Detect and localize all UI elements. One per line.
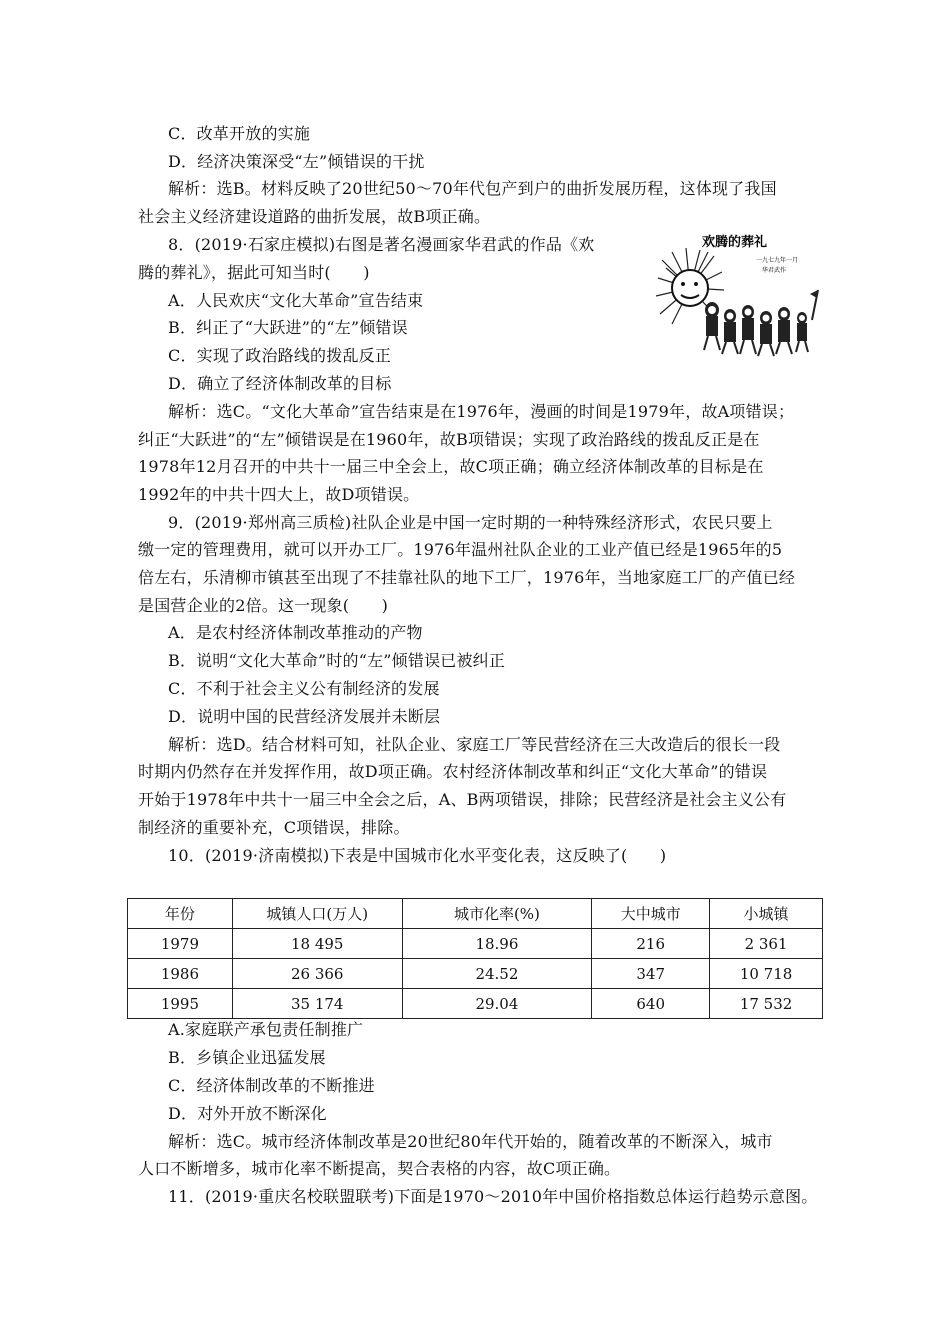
table-header-cell: 年份	[128, 899, 233, 929]
answer-9-line3: 开始于1978年中共十一届三中全会之后，A、B两项错误，排除；民营经济是社会主义公有	[138, 790, 787, 809]
option-8d: D．确立了经济体制改革的目标	[168, 374, 392, 393]
table-cell: 216	[592, 929, 710, 959]
table-cell: 35 174	[232, 989, 402, 1019]
question-11: 11．(2019·重庆名校联盟联考)下面是1970～2010年中国价格指数总体运行趋势示意图。	[168, 1187, 818, 1206]
table-cell: 10 718	[710, 959, 823, 989]
cartoon-illustration	[652, 230, 822, 360]
option-7c: C．改革开放的实施	[168, 124, 311, 143]
answer-8-line2: 纠正“大跃进”的“左”倾错误是在1960年，故B项错误；实现了政治路线的拨乱反正是在	[138, 430, 760, 449]
option-10c: C．经济体制改革的不断推进	[168, 1076, 375, 1095]
cartoon-subtitle-author: 华君武作	[762, 267, 787, 274]
table-cell: 1995	[128, 989, 233, 1019]
table-cell: 26 366	[232, 959, 402, 989]
answer-7-line2: 社会主义经济建设道路的曲折发展，故B项正确。	[138, 207, 491, 226]
table-header-cell: 大中城市	[592, 899, 710, 929]
question-10: 10．(2019·济南模拟)下表是中国城市化水平变化表，这反映了( )	[168, 846, 667, 865]
option-9d: D．说明中国的民营经济发展并未断层	[168, 707, 441, 726]
cartoon-title: 欢腾的葬礼	[702, 235, 768, 250]
option-7d: D．经济决策深受“左”倾错误的干扰	[168, 152, 425, 171]
table-header-cell: 小城镇	[710, 899, 823, 929]
option-8a: A．人民欢庆“文化大革命”宣告结束	[168, 291, 424, 310]
answer-7-line1: 解析：选B。材料反映了20世纪50～70年代包产到户的曲折发展历程，这体现了我国	[168, 179, 777, 198]
answer-10-line2: 人口不断增多，城市化率不断提高，契合表格的内容，故C项正确。	[138, 1159, 621, 1178]
question-8-line1: 8．(2019·石家庄模拟)右图是著名漫画家华君武的作品《欢	[168, 235, 595, 254]
table-row	[128, 959, 823, 989]
option-10d: D．对外开放不断深化	[168, 1104, 327, 1123]
table-cell: 17 532	[710, 989, 823, 1019]
table-row	[128, 989, 823, 1019]
table-header-row	[128, 899, 823, 929]
answer-9-line4: 制经济的重要补充，C项错误，排除。	[138, 818, 410, 837]
option-10a: A.家庭联产承包责任制推广	[168, 1020, 364, 1039]
question-9-line3: 倍左右，乐清柳市镇甚至出现了不挂靠社队的地下工厂，1976年，当地家庭工厂的产值已经	[138, 568, 796, 587]
answer-8-line3: 1978年12月召开的中共十一届三中全会上，故C项正确；确立经济体制改革的目标是在	[138, 457, 764, 476]
answer-9-line1: 解析：选D。结合材料可知，社队企业、家庭工厂等民营经济在三大改造后的很长一段	[168, 735, 781, 754]
table-cell: 18 495	[232, 929, 402, 959]
table-cell: 640	[592, 989, 710, 1019]
table-cell: 2 361	[710, 929, 823, 959]
table-row	[128, 929, 823, 959]
answer-8-line4: 1992年的中共十四大上，故D项错误。	[138, 485, 420, 504]
answer-9-line2: 时期内仍然存在并发挥作用，故D项正确。农村经济体制改革和纠正“文化大革命”的错误	[138, 762, 768, 781]
table-cell: 18.96	[402, 929, 592, 959]
answer-10-line1: 解析：选C。城市经济体制改革是20世纪80年代开始的，随着改革的不断深入，城市	[168, 1132, 773, 1151]
option-8b: B．纠正了“大跃进”的“左”倾错误	[168, 318, 408, 337]
table-cell: 1979	[128, 929, 233, 959]
table-header-cell: 城镇人口(万人)	[232, 899, 402, 929]
question-9-line1: 9．(2019·郑州高三质检)社队企业是中国一定时期的一种特殊经济形式，农民只要上	[168, 513, 773, 532]
option-10b: B．乡镇企业迅猛发展	[168, 1048, 326, 1067]
cartoon-drawing	[652, 230, 822, 360]
option-8c: C．实现了政治路线的拨乱反正	[168, 346, 392, 365]
question-9-line4: 是国营企业的2倍。这一现象( )	[138, 596, 389, 615]
answer-8-line1: 解析：选C。“文化大革命”宣告结束是在1976年，漫画的时间是1979年，故A项错误；	[168, 402, 795, 421]
table-cell: 24.52	[402, 959, 592, 989]
question-8-line2: 腾的葬礼》，据此可知当时( )	[138, 263, 370, 282]
urbanization-table	[127, 898, 823, 1019]
cartoon-subtitle-date: 一九七九年一月	[756, 257, 799, 264]
table-cell: 1986	[128, 959, 233, 989]
table-header-cell: 城市化率(%)	[402, 899, 592, 929]
table-cell: 347	[592, 959, 710, 989]
table-cell: 29.04	[402, 989, 592, 1019]
question-9-line2: 缴一定的管理费用，就可以开办工厂。1976年温州社队企业的工业产值已经是1965年的5	[138, 540, 783, 559]
option-9b: B．说明“文化大革命”时的“左”倾错误已被纠正	[168, 651, 506, 670]
option-9c: C．不利于社会主义公有制经济的发展	[168, 679, 440, 698]
option-9a: A．是农村经济体制改革推动的产物	[168, 623, 423, 642]
